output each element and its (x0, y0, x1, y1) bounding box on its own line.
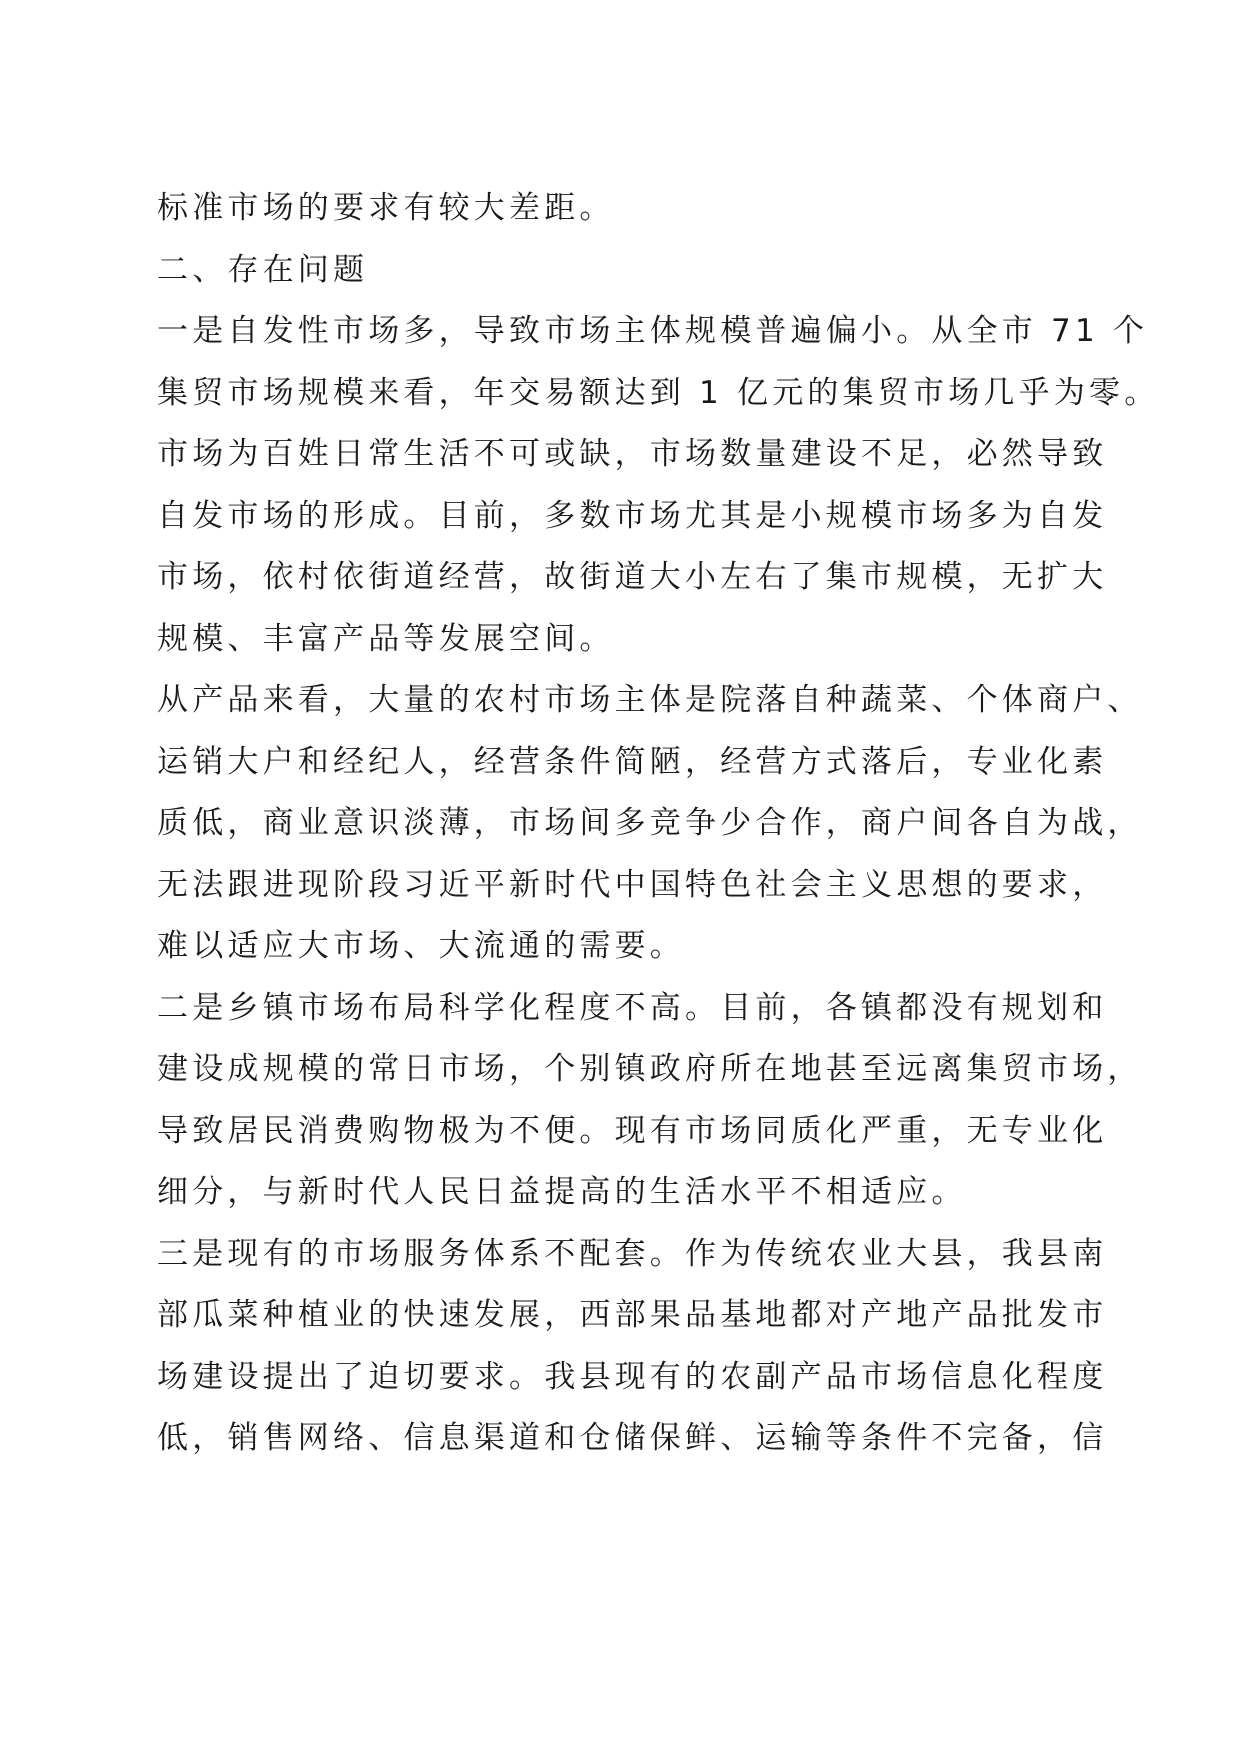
text-line: 难以适应大市场、大流通的需要。 (157, 928, 685, 964)
section-heading: 二、存在问题 (157, 251, 369, 288)
text-line: 集贸市场规模来看，年交易额达到 1 亿元的集贸市场几乎为零。 (157, 374, 1160, 411)
text-line: 从产品来看，大量的农村市场主体是院落自种蔬菜、个体商户、 (157, 682, 1143, 718)
text-line: 市场为百姓日常生活不可或缺，市场数量建设不足，必然导致 (157, 436, 1108, 472)
text-line: 细分，与新时代人民日益提高的生活水平不相适应。 (157, 1174, 967, 1210)
text-line: 部瓜菜种植业的快速发展，西部果品基地都对产地产品批发市 (157, 1297, 1108, 1333)
text-line: 市场，依村依街道经营，故街道大小左右了集市规模，无扩大 (157, 559, 1108, 595)
text-line: 二是乡镇市场布局科学化程度不高。目前，各镇都没有规划和 (157, 989, 1108, 1026)
text-line: 导致居民消费购物极为不便。现有市场同质化严重，无专业化 (157, 1112, 1108, 1149)
text-line: 一是自发性市场多，导致市场主体规模普遍偏小。从全市 71 个 (157, 313, 1149, 349)
text-line: 标准市场的要求有较大差距。 (157, 190, 615, 226)
text-line: 三是现有的市场服务体系不配套。作为传统农业大县，我县南 (157, 1235, 1108, 1272)
document-body (157, 178, 1160, 1470)
text-line: 低，销售网络、信息渠道和仓储保鲜、运输等条件不完备，信 (157, 1420, 1108, 1456)
text-line: 自发市场的形成。目前，多数市场尤其是小规模市场多为自发 (157, 497, 1108, 534)
text-line: 运销大户和经纪人，经营条件简陋，经营方式落后，专业化素 (157, 743, 1108, 780)
text-line: 建设成规模的常日市场，个别镇政府所在地甚至远离集贸市场， (157, 1051, 1143, 1087)
text-line: 无法跟进现阶段习近平新时代中国特色社会主义思想的要求， (157, 866, 1108, 903)
text-line: 规模、丰富产品等发展空间。 (157, 620, 615, 657)
text-line: 质低，商业意识淡薄，市场间多竞争少合作，商户间各自为战， (157, 805, 1143, 841)
text-line: 场建设提出了迫切要求。我县现有的农副产品市场信息化程度 (157, 1358, 1108, 1395)
